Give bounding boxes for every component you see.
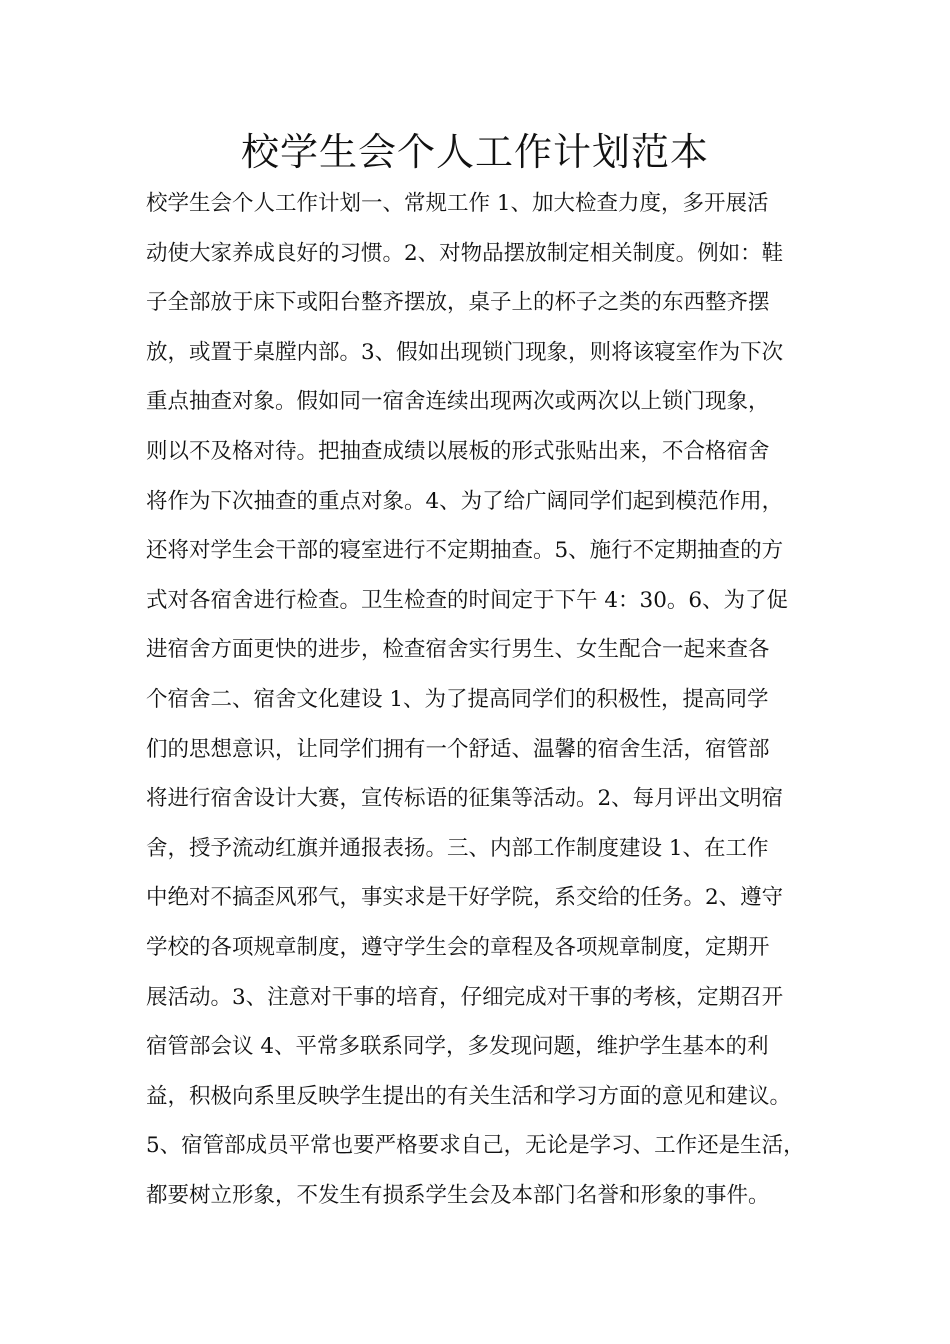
body-line: 宿管部会议 4、平常多联系同学，多发现问题，维护学生基本的利 [146,1034,769,1060]
body-line: 舍，授予流动红旗并通报表扬。三、内部工作制度建设 1、在工作 [146,835,769,861]
body-line: 重点抽查对象。假如同一宿舍连续出现两次或两次以上锁门现象， [146,389,770,415]
body-line: 校学生会个人工作计划一、常规工作 1、加大检查力度，多开展活 [146,191,769,216]
body-line: 展活动。3、注意对干事的培育，仔细完成对干事的考核，定期召开 [146,984,784,1010]
body-line: 益，积极向系里反映学生提出的有关生活和学习方面的意见和建议。 [146,1083,792,1109]
body-line: 式对各宿舍进行检查。卫生检查的时间定于下午 4：30。6、为了促 [146,587,789,613]
body-line: 学校的各项规章制度，遵守学生会的章程及各项规章制度，定期开 [146,934,770,960]
document-title: 校学生会个人工作计划范本 [240,130,709,174]
body-line: 进宿舍方面更快的进步，检查宿舍实行男生、女生配合一起来查各 [146,637,770,663]
body-line: 中绝对不搞歪风邪气，事实求是干好学院，系交给的任务。2、遵守 [146,885,784,911]
body-line: 都要树立形象，不发生有损系学生会及本部门名誉和形象的事件。 [146,1182,770,1208]
body-line: 则以不及格对待。把抽查成绩以展板的形式张贴出来，不合格宿舍 [146,438,770,464]
body-line: 动使大家养成良好的习惯。2、对物品摆放制定相关制度。例如：鞋 [146,240,784,266]
body-line: 子全部放于床下或阳台整齐摆放，桌子上的杯子之类的东西整齐摆 [146,290,770,316]
body-line: 将作为下次抽查的重点对象。4、为了给广阔同学们起到模范作用， [146,488,784,514]
body-line: 将进行宿舍设计大赛，宣传标语的征集等活动。2、每月评出文明宿 [146,786,784,812]
body-line: 还将对学生会干部的寝室进行不定期抽查。5、施行不定期抽查的方 [146,538,784,564]
body-line: 放，或置于桌膛内部。3、假如出现锁门现象，则将该寝室作为下次 [146,339,784,365]
body-line: 个宿舍二、宿舍文化建设 1、为了提高同学们的积极性，提高同学 [146,686,769,712]
body-line: 们的思想意识，让同学们拥有一个舒适、温馨的宿舍生活，宿管部 [146,736,770,762]
body-line: 5、宿管部成员平常也要严格要求自己，无论是学习、工作还是生活， [146,1133,805,1159]
document-body [146,179,826,1220]
